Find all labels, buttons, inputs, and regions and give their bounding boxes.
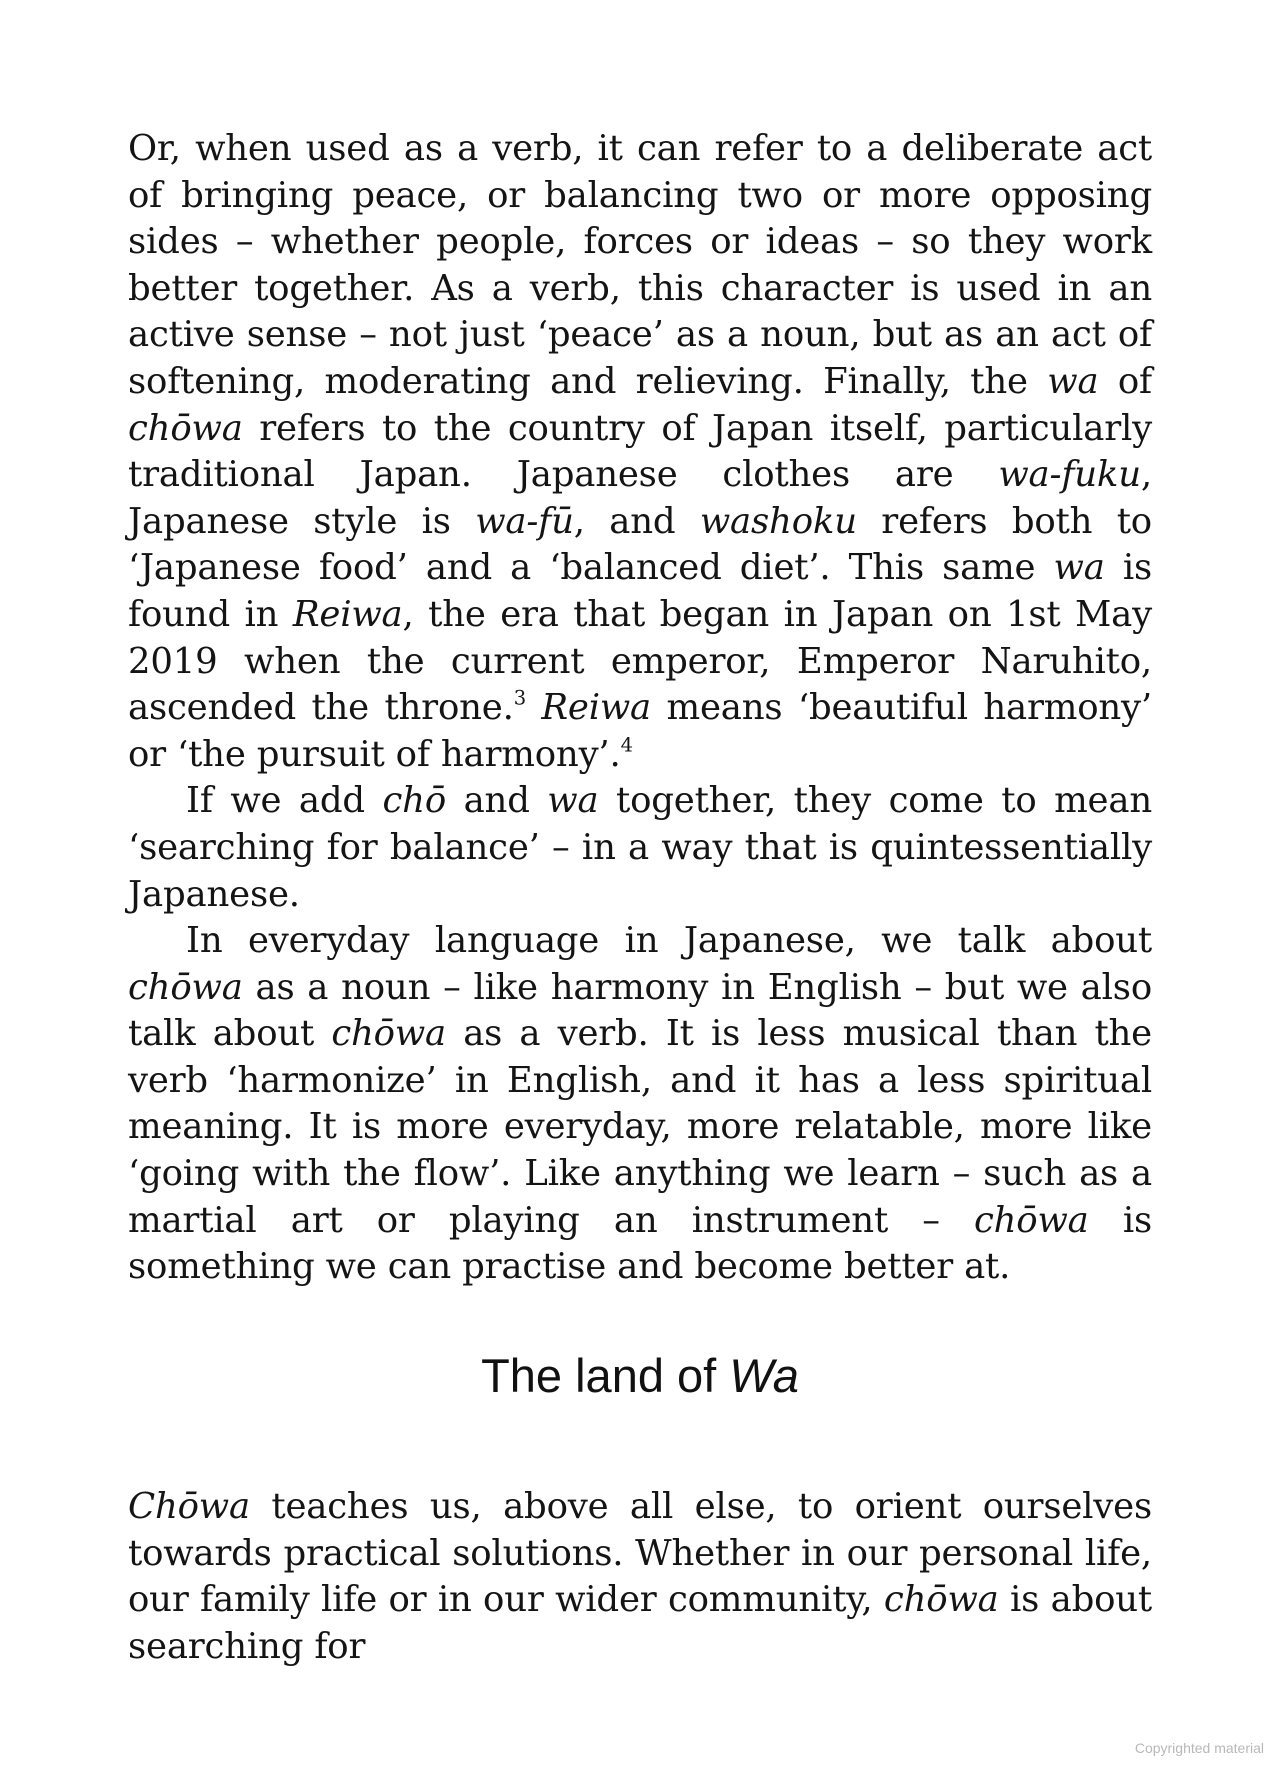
italic-term: chōwa	[128, 966, 243, 1008]
footnote-marker: 3	[513, 686, 526, 710]
paragraph	[128, 918, 1152, 1291]
italic-term: Reiwa	[292, 593, 403, 635]
paragraph	[128, 1484, 1152, 1670]
text-run: and	[446, 780, 548, 822]
text-run: , Japanese style is	[128, 454, 1152, 542]
paragraph	[128, 126, 1152, 778]
italic-term: Chōwa	[128, 1486, 250, 1527]
text-run: In everyday language in Japanese, we talk about	[186, 920, 1152, 962]
copyright-watermark: Copyrighted material	[1134, 1740, 1264, 1756]
text-run: refers both to ‘Japanese food’ and a ‘balanced diet’. This same	[128, 500, 1152, 589]
section-heading-emphasis: Wa	[729, 1349, 799, 1402]
text-run	[526, 687, 541, 728]
text-run: as a noun – like harmony in English – but we also talk about	[128, 966, 1152, 1055]
body-text-top	[128, 126, 1152, 1291]
text-run: If we add	[186, 780, 383, 822]
italic-term: wa	[1053, 547, 1105, 589]
text-run: as a verb. It is less musical than the verb ‘harmonize’ in English, and it has a less spiritual meaning. It is more everyday, more relatable, more like ‘going with the flow’. Like anything we learn – such as a martial art or playing an instrument –	[128, 1013, 1152, 1241]
text-run: , the era that began in Japan on 1st May 2019 when the current emperor, Emperor Naruhito, ascended the throne.	[128, 593, 1152, 729]
italic-term: wa-fū	[475, 500, 574, 542]
text-run: means ‘beautiful harmony’ or ‘the pursuit of harmony’.	[128, 687, 1152, 775]
italic-term: chōwa	[883, 1579, 999, 1621]
italic-term: chōwa	[128, 407, 243, 449]
text-run: of	[1098, 360, 1152, 402]
italic-term: wa-fuku	[998, 454, 1141, 496]
text-run: , and	[573, 500, 700, 542]
text-run: together, they come to mean ‘searching for balance’ – in a way that is quintessentially Japanese.	[128, 780, 1152, 915]
text-run: is found in	[128, 547, 1152, 635]
text-run: is something we can practise and become better at.	[128, 1199, 1152, 1288]
text-run: refers to the country of Japan itself, particularly traditional Japan. Japanese clothes are	[128, 407, 1152, 496]
italic-term: chōwa	[331, 1013, 446, 1055]
text-run: teaches us, above all else, to orient ourselves towards practical solutions. Whether in our personal life, our family life or in our wider community,	[128, 1486, 1152, 1621]
italic-term: washoku	[699, 500, 857, 542]
text-run: Or, when used as a verb, it can refer to a deliberate act of bringing peace, or balancing two or more opposing sides – whether people, forces or ideas – so they work better together. As a verb, this character is used in an active sense – not just ‘peace’ as a noun, but as an act of softening, moderating and relieving. Finally, the	[128, 128, 1152, 402]
italic-term: wa	[1047, 360, 1099, 402]
footnote-marker: 4	[620, 733, 633, 757]
italic-term: chō	[382, 780, 446, 822]
section-heading	[0, 1348, 1280, 1404]
italic-term: wa	[547, 780, 599, 822]
section-heading-prefix: The land of	[481, 1349, 730, 1402]
italic-term: chōwa	[973, 1199, 1089, 1241]
paragraph	[128, 778, 1152, 918]
italic-term: Reiwa	[541, 687, 652, 729]
text-run: is about searching for	[128, 1579, 1152, 1667]
body-text-bottom	[128, 1484, 1152, 1670]
